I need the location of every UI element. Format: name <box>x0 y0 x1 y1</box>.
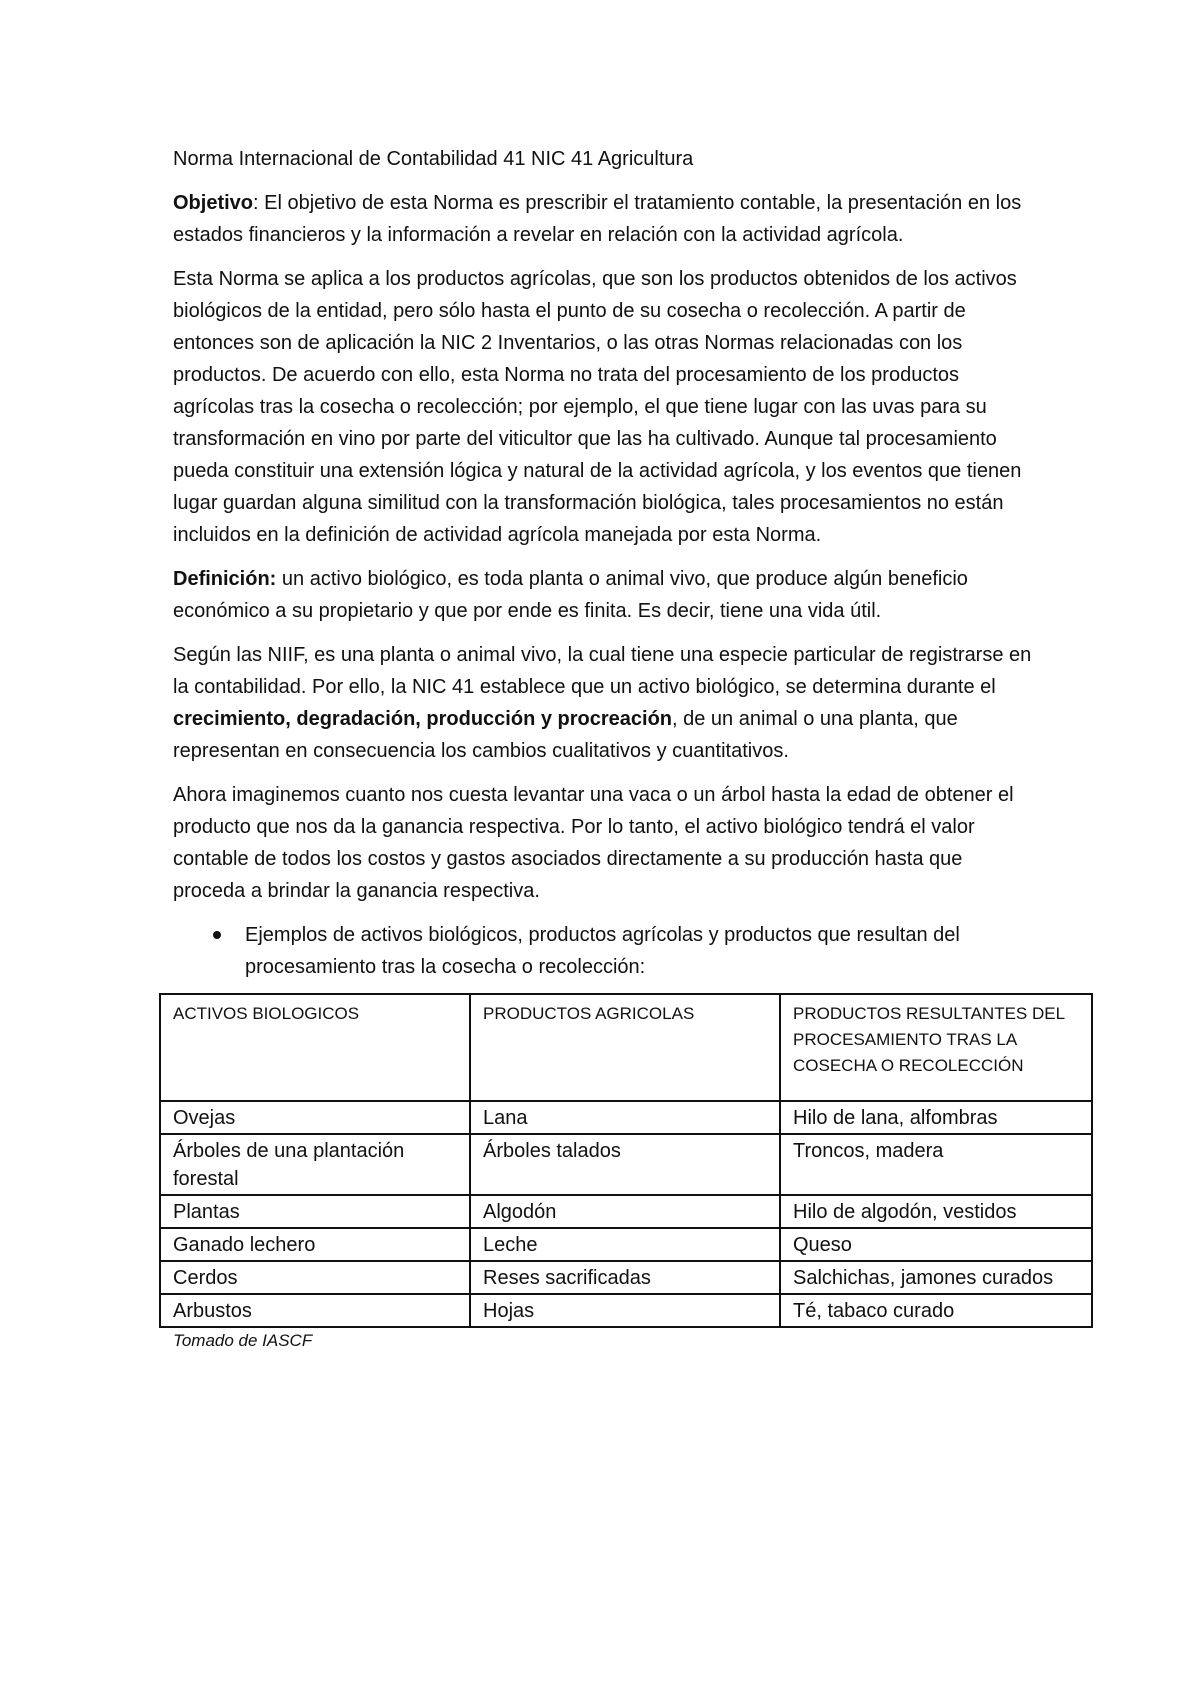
objective-text: : El objetivo de esta Norma es prescribir el tratamiento contable, la presentación en los estados financieros y la información a revelar en relación con la actividad agrícola. <box>173 192 1022 246</box>
table-cell: Árboles de una plantación forestal <box>160 1134 470 1195</box>
bullet-item <box>173 919 1033 983</box>
niif-bold-terms: crecimiento, degradación, producción y procreación <box>173 708 673 730</box>
table-cell: Algodón <box>470 1195 780 1228</box>
table-cell: Hojas <box>470 1294 780 1327</box>
bullet-icon <box>213 931 221 939</box>
niif-paragraph <box>173 639 1033 767</box>
table-cell: Plantas <box>160 1195 470 1228</box>
table-cell: Árboles talados <box>470 1134 780 1195</box>
table-cell: Reses sacrificadas <box>470 1261 780 1294</box>
ahora-paragraph: Ahora imaginemos cuanto nos cuesta levantar una vaca o un árbol hasta la edad de obtener el producto que nos da la ganancia respectiva. Por lo tanto, el activo biológico tendrá el valor contable de todos los costos y gastos asociados directamente a su producción hasta que proceda a brindar la ganancia respectiva. <box>173 784 1014 902</box>
document-body <box>173 143 1066 1354</box>
table-row <box>160 1228 1092 1261</box>
table-cell: Arbustos <box>160 1294 470 1327</box>
table-cell: Ovejas <box>160 1101 470 1134</box>
definition-label: Definición: <box>173 568 277 590</box>
table-cell: Troncos, madera <box>780 1134 1092 1195</box>
table-header-row <box>160 994 1092 1101</box>
table-row <box>160 1195 1092 1228</box>
niif-text-after: , de un animal o una planta, que representan en consecuencia los cambios cualitativos y cuantitativos. <box>173 708 958 762</box>
niif-text-before: Según las NIIF, es una planta o animal vivo, la cual tiene una especie particular de registrarse en la contabilidad. Por ello, la NIC 41 establece que un activo biológico, se determina durante el <box>173 644 1032 698</box>
table-cell: Salchichas, jamones curados <box>780 1261 1092 1294</box>
table-cell: Cerdos <box>160 1261 470 1294</box>
table-row <box>160 1101 1092 1134</box>
objective-paragraph <box>173 187 1033 251</box>
examples-table <box>159 993 1093 1328</box>
definition-text: un activo biológico, es toda planta o animal vivo, que produce algún beneficio económico a su propietario y que por ende es finita. Es decir, tiene una vida útil. <box>173 568 968 622</box>
table-cell: Hilo de lana, alfombras <box>780 1101 1092 1134</box>
table-header-cell: ACTIVOS BIOLOGICOS <box>160 994 470 1101</box>
definition-paragraph <box>173 563 1033 627</box>
table-cell: Leche <box>470 1228 780 1261</box>
table-cell: Queso <box>780 1228 1092 1261</box>
scope-paragraph: Esta Norma se aplica a los productos agrícolas, que son los productos obtenidos de los activos biológicos de la entidad, pero sólo hasta el punto de su cosecha o recolección. A partir de entonces son de aplicación la NIC 2 Inventarios, o las otras Normas relacionadas con los productos. De acuerdo con ello, esta Norma no trata del procesamiento de los productos agrícolas tras la cosecha o recolección; por ejemplo, el que tiene lugar con las uvas para su transformación en vino por parte del viticultor que las ha cultivado. Aunque tal procesamiento pueda constituir una extensión lógica y natural de la actividad agrícola, y los eventos que tienen lugar guardan alguna similitud con la transformación biológica, tales procesamientos no están incluidos en la definición de actividad agrícola manejada por esta Norma. <box>173 268 1022 546</box>
table-cell: Hilo de algodón, vestidos <box>780 1195 1092 1228</box>
table-row <box>160 1261 1092 1294</box>
document-title: Norma Internacional de Contabilidad 41 NIC 41 Agricultura <box>173 148 694 170</box>
objective-label: Objetivo <box>173 192 254 214</box>
table-header-cell: PRODUCTOS RESULTANTES DEL PROCESAMIENTO TRAS LA COSECHA O RECOLECCIÓN <box>780 994 1092 1101</box>
table-row <box>160 1294 1092 1327</box>
bullet-text: Ejemplos de activos biológicos, productos agrícolas y productos que resultan del procesamiento tras la cosecha o recolección: <box>245 924 960 978</box>
table-cell: Ganado lechero <box>160 1228 470 1261</box>
source-note: Tomado de IASCF <box>173 1331 313 1350</box>
table-cell: Té, tabaco curado <box>780 1294 1092 1327</box>
table-row <box>160 1134 1092 1195</box>
table-cell: Lana <box>470 1101 780 1134</box>
table-header-cell: PRODUCTOS AGRICOLAS <box>470 994 780 1101</box>
